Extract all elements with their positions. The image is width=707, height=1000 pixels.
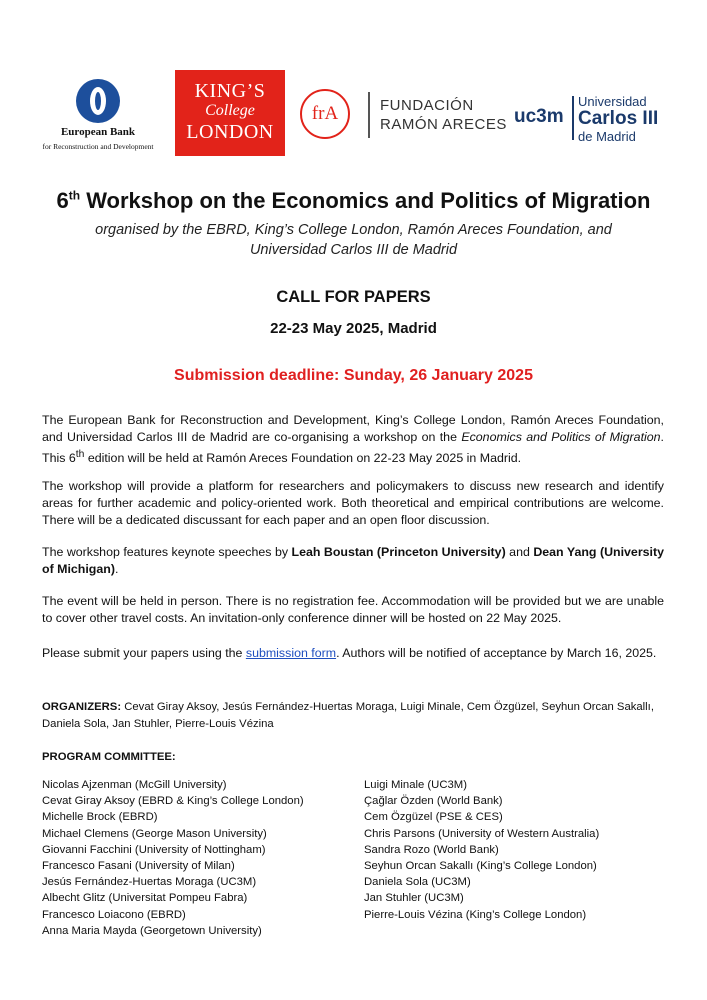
logistics-paragraph: The event will be held in person. There is no registration fee. Accommodation will be provided but we are unable to cover other travel costs. An invitation-only conference dinner will be hosted on 22 May 2025. <box>42 594 664 625</box>
subtitle: organised by the EBRD, King’s College London, Ramón Areces Foundation, and Universidad Carlos III de Madrid <box>95 222 612 258</box>
event-date: 22-23 May 2025, Madrid <box>270 320 437 337</box>
list-item: Sandra Rozo (World Bank) <box>364 843 499 856</box>
list-item: Albecht Glitz (Universitat Pompeu Fabra) <box>42 892 248 905</box>
organizers-label: ORGANIZERS: <box>42 701 122 713</box>
kcl-line2: College <box>205 102 255 119</box>
organizers-list: Cevat Giray Aksoy, Jesús Fernández-Huertas Moraga, Luigi Minale, Cem Özgüzel, Seyhun Orcan Sakallı, Daniela Sola, Jan Stuhler, Pierre-Louis Vézina <box>42 701 654 730</box>
uc3m-logo <box>514 70 680 156</box>
submission-form-link[interactable]: submission form <box>245 646 337 660</box>
kcl-logo <box>175 70 285 156</box>
uc3m-mark: uc3m <box>514 106 564 127</box>
keynote-paragraph <box>42 544 664 578</box>
list-item: Francesco Loiacono (EBRD) <box>42 908 186 921</box>
list-item: Michael Clemens (George Mason University) <box>42 827 267 840</box>
submission-deadline: Submission deadline: Sunday, 26 January 2025 <box>174 367 533 384</box>
list-item: Chris Parsons (University of Western Australia) <box>364 827 600 840</box>
program-committee-heading: PROGRAM COMMITTEE: <box>42 751 176 763</box>
kcl-line1: KING’S <box>194 80 266 102</box>
list-item: Francesco Fasani (University of Milan) <box>42 860 235 873</box>
logo-bar <box>28 70 680 156</box>
organizers-paragraph <box>42 699 664 733</box>
list-item: Seyhun Orcan Sakallı (King’s College London) <box>364 860 597 873</box>
p3-text-a: The workshop features keynote speeches by <box>42 545 292 559</box>
keynote-speaker-1: Leah Boustan (Princeton University) <box>291 545 506 559</box>
intro-paragraph <box>42 412 664 467</box>
list-item: Çağlar Özden (World Bank) <box>364 795 503 808</box>
p3-and: and <box>505 545 534 559</box>
title-rest: Workshop on the Economics and Politics of Migration <box>80 188 651 213</box>
uc3m-divider <box>572 96 574 140</box>
kcl-line3: LONDON <box>186 121 274 143</box>
uc3m-line3: de Madrid <box>578 129 636 144</box>
p1-text-c: edition will be held at Ramón Areces Foundation on 22-23 May 2025 in Madrid. <box>84 451 522 466</box>
committee-list-right <box>364 777 599 923</box>
p1-emphasis: Economics and Politics of Migration <box>461 430 661 444</box>
submission-paragraph <box>42 645 664 662</box>
p3-end: . <box>114 562 119 576</box>
p1-sup: th <box>75 449 85 460</box>
p5-text-b: . Authors will be notified of acceptance by March 16, 2025. <box>336 646 657 660</box>
list-item: Cem Özgüzel (PSE & CES) <box>364 811 503 824</box>
ebrd-emblem-icon <box>70 76 126 126</box>
platform-paragraph: The workshop will provide a platform for researchers and policymakers to discuss new research and identify areas for further academic and policy-oriented work. Both theoretical and empirical contributions are welcome. There will be a dedicated discussant for each paper and an open floor discussion. <box>42 479 664 527</box>
list-item: Pierre-Louis Vézina (King’s College London) <box>364 908 587 921</box>
ebrd-logo <box>28 70 168 156</box>
list-item: Giovanni Facchini (University of Nottingham) <box>42 843 266 856</box>
fra-line1: FUNDACIÓN <box>380 97 474 114</box>
list-item: Luigi Minale (UC3M) <box>364 779 467 791</box>
list-item: Jan Stuhler (UC3M) <box>364 892 464 905</box>
ebrd-name: European Bank <box>60 126 136 138</box>
fra-divider <box>368 92 370 138</box>
list-item: Nicolas Ajzenman (McGill University) <box>42 779 227 791</box>
uc3m-line2: Carlos III <box>578 108 659 129</box>
p5-text-a: Please submit your papers using the <box>42 646 246 660</box>
p1-text-a: The European Bank for Reconstruction and Development, King’s College London, Ramón Areces Foundation, and Universidad Carlos III de Madrid are co-organising a workshop on the <box>42 413 664 444</box>
p1-text-b: . This 6 <box>42 430 664 466</box>
committee-list-left <box>42 777 304 939</box>
list-item: Daniela Sola (UC3M) <box>364 876 471 889</box>
fra-mark: frA <box>300 89 350 139</box>
list-item: Cevat Giray Aksoy (EBRD & King’s College London) <box>42 795 304 808</box>
fra-logo <box>300 70 510 156</box>
title-prefix: 6 <box>56 188 69 213</box>
list-item: Michelle Brock (EBRD) <box>42 811 158 824</box>
title-sup: th <box>68 188 81 203</box>
page-title <box>0 188 707 214</box>
ebrd-subname: for Reconstruction and Development <box>42 142 154 151</box>
list-item: Jesús Fernández-Huertas Moraga (UC3M) <box>42 876 257 889</box>
uc3m-line1: Universidad <box>578 94 647 109</box>
call-for-papers-heading: CALL FOR PAPERS <box>276 288 431 306</box>
list-item: Anna Maria Mayda (Georgetown University) <box>42 924 262 937</box>
keynote-speaker-2: Dean Yang (University of Michigan) <box>42 545 664 576</box>
fra-line2: RAMÓN ARECES <box>380 116 507 133</box>
